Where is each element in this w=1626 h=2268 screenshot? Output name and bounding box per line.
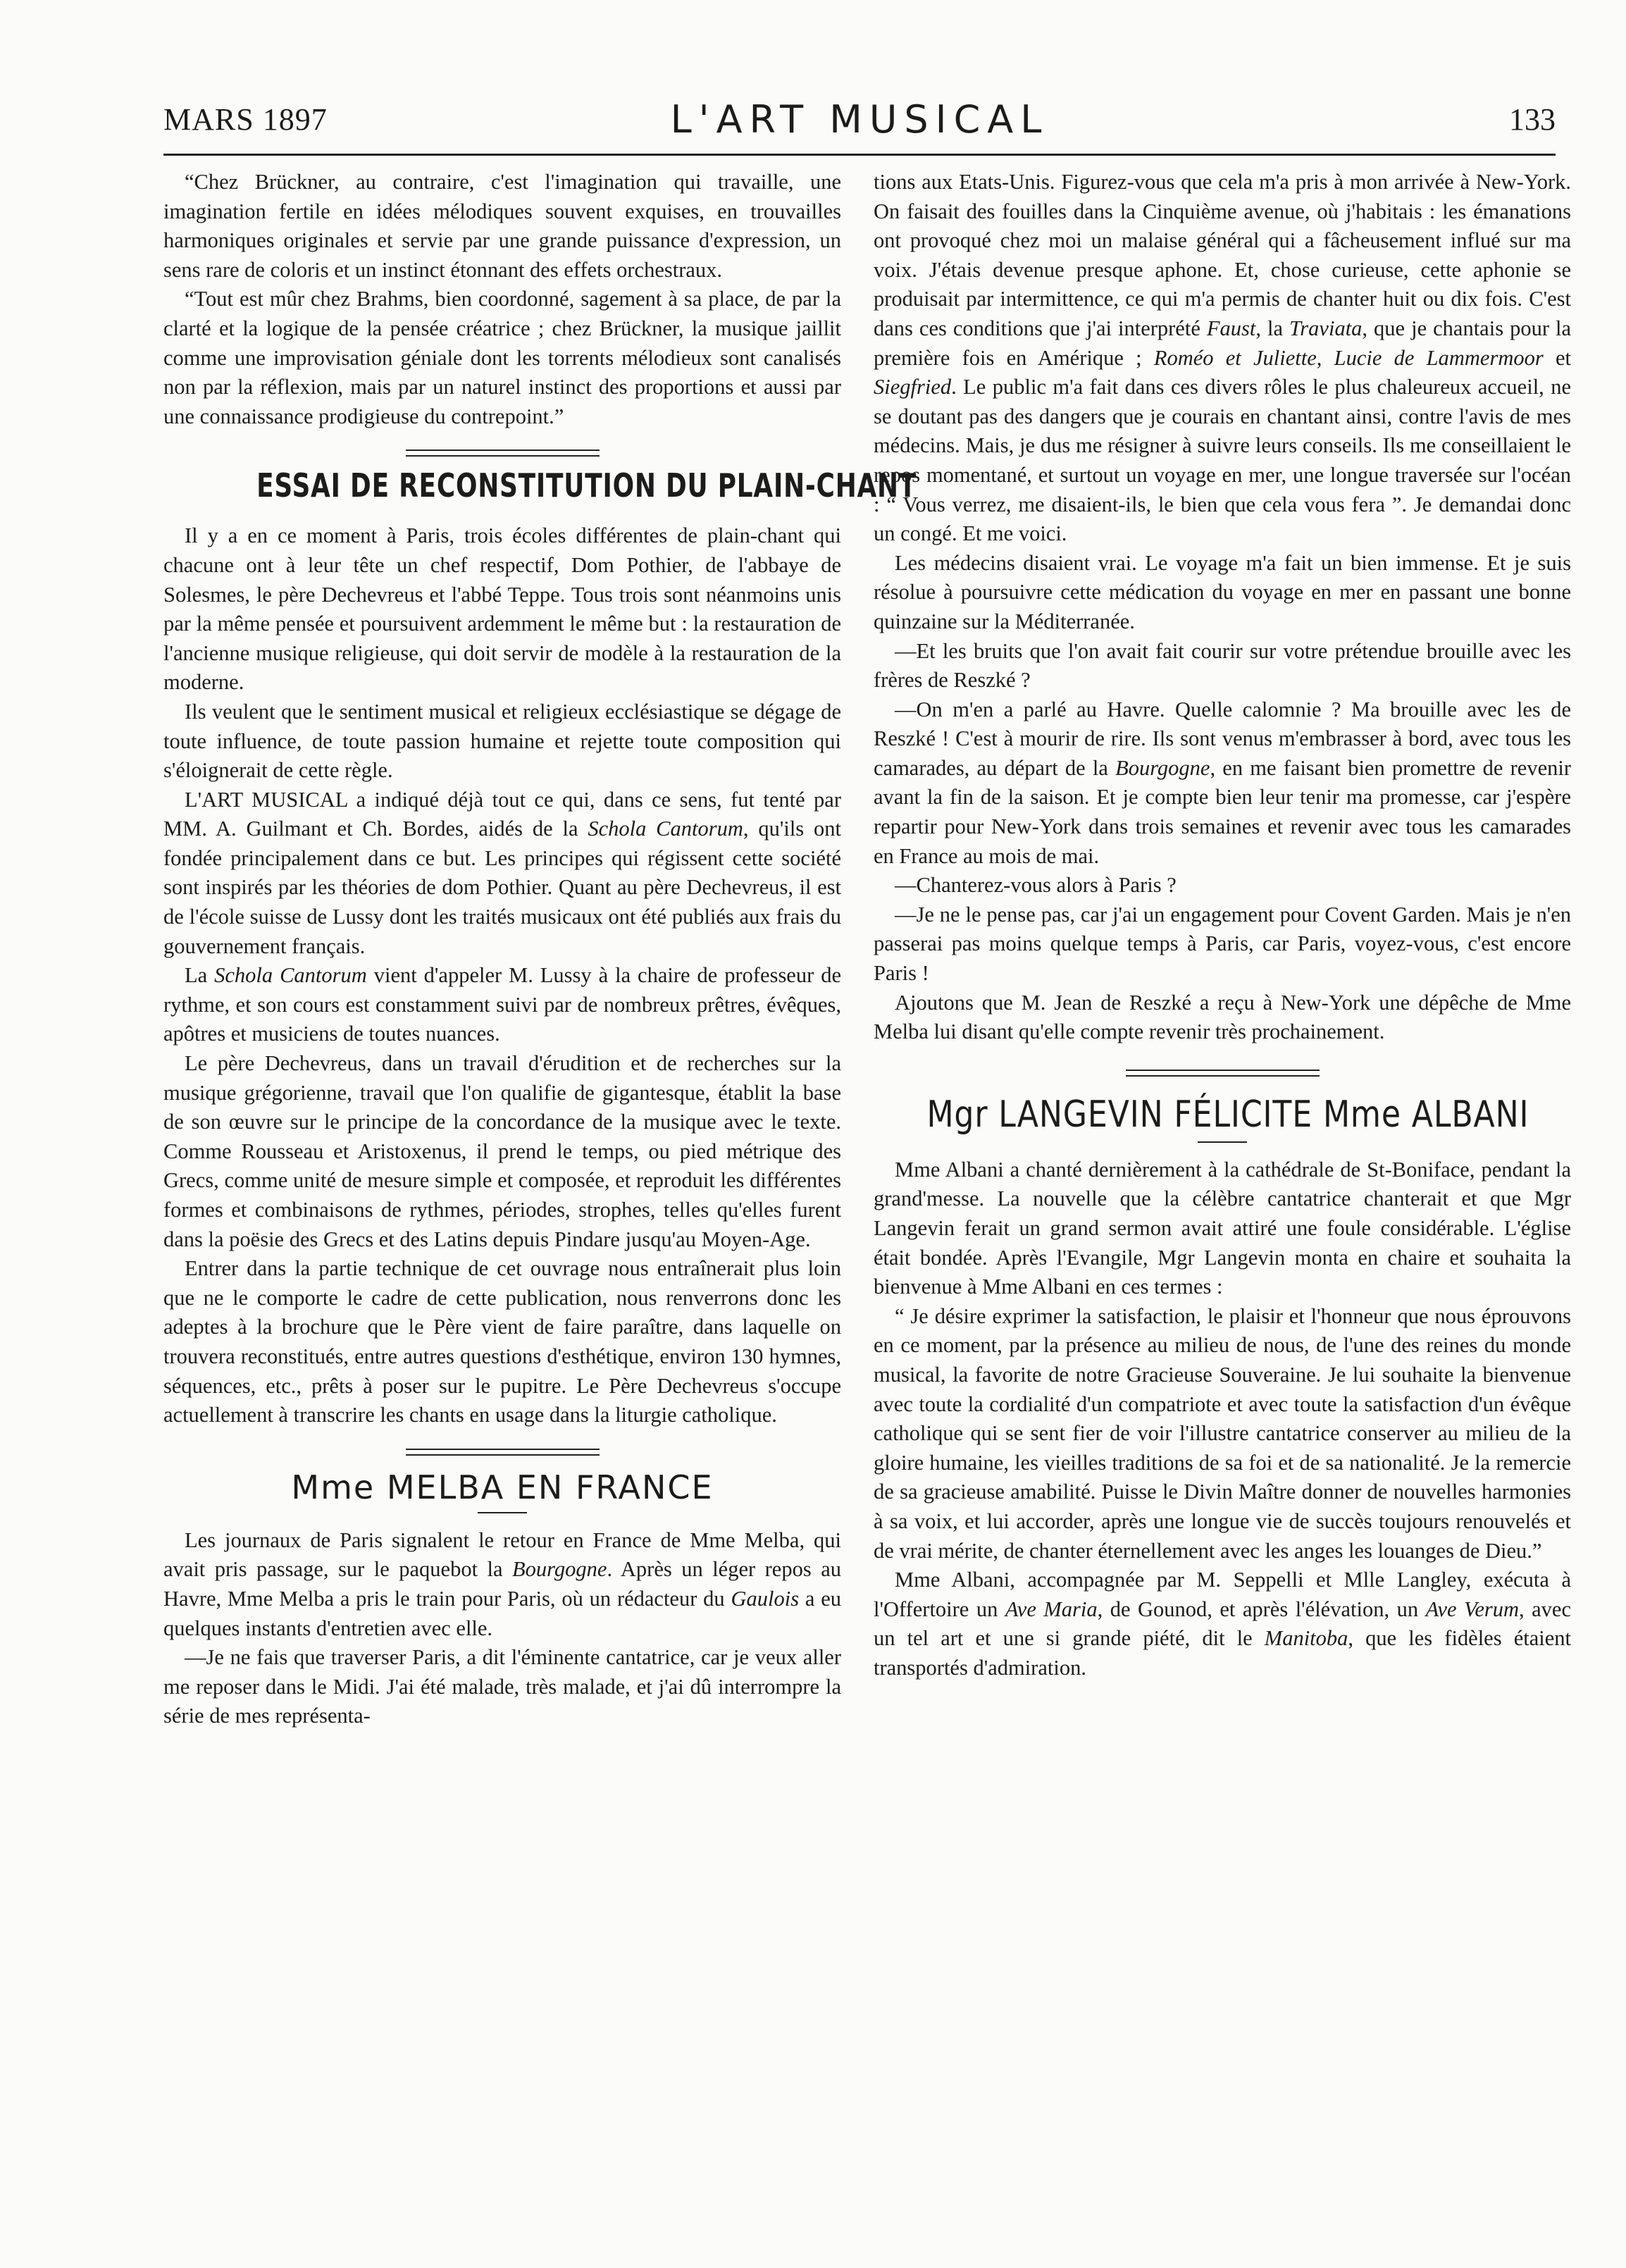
text-run: , que les fidèles étaient transportés d'admiration. (874, 1626, 1571, 1680)
melba-headline: Mme MELBA EN FRANCE (291, 1468, 714, 1506)
italic-title: Roméo et Juliette, Lucie de Lammermoor (1153, 345, 1544, 370)
section-separator (406, 1449, 600, 1456)
essai-paragraph: Il y a en ce moment à Paris, trois écoles différentes de plain-chant qui chacune ont à leur tête un chef respectif, Dom Pothier, de l'abbaye de Solesmes, le père Dechevreus et l'abbé Teppe. Tous trois sont néanmoins unis par la même pensée et poursuivent ardemment le même but : la restauration de l'ancienne musique religieuse, qui doit servir de modèle à la restauration de la moderne. (163, 523, 841, 695)
essai-headline: ESSAI DE RECONSTITUTION DU PLAIN-CHANT (256, 466, 917, 505)
italic-title: Bourgogne (512, 1557, 607, 1582)
headline-rule (478, 1512, 527, 1513)
italic-title: Gaulois (731, 1586, 800, 1611)
italic-title: Schola Cantorum (588, 817, 743, 841)
albani-headline: Mgr LANGEVIN FÉLICITE Mme ALBANI (926, 1093, 1529, 1136)
header-rule (163, 154, 1556, 156)
melba-paragraph: Les médecins disaient vrai. Le voyage m'a fait un bien immense. Et je suis résolue à poursuivre cette médication du voyage en mer en passant une bonne quinzaine sur la Méditerranée. (874, 550, 1571, 633)
text-run: Mme Albani, accompagnée par M. Seppelli et Mlle Langley, exécuta à l'Offertoire un (874, 1568, 1571, 1621)
melba-continued-paragraph (874, 168, 1571, 549)
headline-rule (1198, 1141, 1247, 1143)
italic-title: Bourgogne (1115, 755, 1210, 780)
albani-paragraph (874, 1566, 1571, 1683)
italic-title: Ave Maria (1005, 1597, 1098, 1621)
italic-title: Manitoba (1264, 1626, 1348, 1651)
melba-paragraph: —Je ne le pense pas, car j'ai un engagement pour Covent Garden. Mais je n'en passerai pas moins quelque temps à Paris, car Paris, voyez-vous, c'est encore Paris ! (874, 902, 1571, 986)
page-header (163, 97, 1556, 147)
text-run: . Le public m'a fait dans ces divers rôles le plus chaleureux accueil, ne se doutant pas des dangers que je courais en chantant ainsi, contre l'avis de mes médecins. Mais, je dus me résigner à suivre leurs conseils. Ils me conseillaient le repos momentané, et surtout un voyage en mer, une longue traversée sur l'océan : “ Vous verrez, me disaient-ils, le bien que cela vous fera ”. Je demandai donc un congé. Et me voici. (874, 375, 1571, 546)
text-run: et (1543, 345, 1571, 370)
melba-paragraph: —Et les bruits que l'on avait fait courir sur votre prétendue brouille avec les frères de Reszké ? (874, 638, 1571, 693)
essai-paragraph (163, 786, 841, 962)
right-column (874, 168, 1571, 1683)
melba-paragraph: —Je ne fais que traverser Paris, a dit l'éminente cantatrice, car je veux aller me reposer dans le Midi. J'ai été malade, très malade, et j'ai dû interrompre la série de mes représenta- (163, 1645, 841, 1728)
essai-paragraph: Entrer dans la partie technique de cet ouvrage nous entraînerait plus loin que ne le comporte le cadre de cette publication, nous renverrons donc les adeptes à la brochure que le Père vient de faire paraître, dans laquelle on trouvera reconstitués, entre autres questions d'esthétique, environ 130 hymnes, séquences, etc., prêts à poser sur le pupitre. Le Père Dechevreus s'occupe actuellement à transcrire les chants en usage dans la liturgie catholique. (163, 1256, 841, 1427)
text-run: —On m'en a parlé au Havre. Quelle calomnie ? Ma brouille avec les de Reszké ! C'est à mourir de rire. Ils sont venus m'embrasser à bord, avec tous les camarades, au départ de la (874, 697, 1571, 780)
albani-paragraph: “ Je désire exprimer la satisfaction, le plaisir et l'honneur que nous éprouvons en ce moment, par la présence au milieu de nous, de l'une des reines du monde musical, la favorite de notre Gracieuse Souveraine. Je lui souhaite la bienvenue avec toute la cordialité d'un compatriote et avec toute la satisfaction d'un évêque catholique qui se sent fier de voir l'illustre cantatrice conserver au milieu de la gloire humaine, les vieilles traditions de sa foi et de sa nationalité. Je la remercie de sa gracieuse amabilité. Puisse le Divin Maître donner de nouvelles harmonies à sa voix, et lui accorder, après une longue vie de succès toujours renouvelés et de vrai mérite, de chanter éternellement avec les anges les louanges de Dieu.” (874, 1303, 1571, 1563)
essai-paragraph (163, 961, 841, 1049)
text-run: vient d'appeler M. Lussy à la chaire de professeur de rythme, et son cours est constamment suivi par de nombreux prêtres, évêques, apôtres et musiciens de toutes nuances. (163, 963, 841, 1046)
section-separator (406, 450, 600, 457)
text-run: , que je chantais pour la première fois en Amérique ; (874, 316, 1572, 370)
text-run: a eu quelques instants d'entretien avec elle. (163, 1586, 842, 1640)
text-run: L'ART MUSICAL a indiqué déjà tout ce qui, dans ce sens, fut tenté par MM. A. Guilmant et Ch. Bordes, aidés de la (163, 787, 841, 841)
section-separator (1126, 1070, 1320, 1077)
italic-title: Faust (1206, 316, 1256, 340)
italic-title: Traviata (1289, 316, 1363, 340)
italic-title: Schola Cantorum (214, 963, 367, 988)
text-run: , la (1255, 316, 1290, 340)
masthead-title: L'ART MUSICAL (670, 97, 1049, 142)
intro-paragraph: “Chez Brückner, au contraire, c'est l'imagination qui travaille, une imagination fertile en idées mélodiques souvent exquises, en trouvailles harmoniques originales et servie par une grande puissance d'expression, un sens rare de coloris et un instinct étonnant des effets orchestraux. (163, 170, 841, 282)
text-run: , en me faisant bien promettre de revenir avant la fin de la saison. Et je compte bien leur tenir ma promesse, car j'espère repartir pour New-York dans trois semaines et revenir avec tous les camarades en France au mois de mai. (874, 755, 1571, 868)
italic-title: Siegfried (874, 375, 952, 399)
text-run: tions aux Etats-Unis. Figurez-vous que cela m'a pris à mon arrivée à New-York. On faisait des fouilles dans la Cinquième avenue, où j'habitais : les émanations ont provoqué chez moi un malaise général qui a fâcheusement influé sur ma voix. J'étais devenue presque aphone. Et, chose curieuse, cette aphonie se produisait par intermittence, ce qui m'a permis de chanter huit ou dix fois. C'est dans ces conditions que j'ai interprété (874, 170, 1571, 340)
issue-date: MARS 1897 (163, 102, 328, 137)
page-number: 133 (1509, 102, 1556, 137)
essai-headline-wrap (163, 466, 917, 505)
essai-paragraph: Ils veulent que le sentiment musical et religieux ecclésiastique se dégage de toute influence, de toute passion humaine et rejette toute composition qui s'éloignerait de cette règle. (163, 699, 841, 783)
text-run: , qu'ils ont fondée principalement dans ce but. Les principes qui régissent cette société sont inspirés par les théories de dom Pothier. Quant au père Dechevreus, il est de l'école suisse de Lussy dont les traités musicaux ont été publiés aux frais du gouvernement français. (163, 817, 841, 958)
albani-paragraph: Mme Albani a chanté dernièrement à la cathédrale de St-Boniface, pendant la grand'messe. La nouvelle que la célèbre cantatrice chanterait et que Mgr Langevin ferait un grand sermon avait attiré une foule considérable. L'église était bondée. Après l'Evangile, Mgr Langevin monta en chaire et souhaita la bienvenue à Mme Albani en ces termes : (874, 1157, 1571, 1299)
albani-headline-wrap (874, 1093, 1571, 1136)
melba-headline-wrap (163, 1468, 841, 1506)
text-run: , avec un tel art et une si grande piété, dit le (874, 1597, 1571, 1651)
italic-title: Ave Verum (1425, 1597, 1520, 1621)
text-run: , de Gounod, et après l'élévation, un (1097, 1597, 1426, 1621)
essai-paragraph: Le père Dechevreus, dans un travail d'érudition et de recherches sur la musique grégorienne, travail que l'on qualifie de gigantesque, établit la base de son œuvre sur le principe de la concordance de la musique avec le texte. Comme Rousseau et Aristoxenus, il prend le temps, ou pied métrique des Grecs, comme unité de mesure simple et composée, et reproduit les différentes formes et combinaisons de rythmes, périodes, strophes, telles qu'elles furent dans la poësie des Grecs et des Latins depuis Pindare jusqu'au Moyen-Age. (163, 1051, 841, 1251)
melba-paragraph (163, 1526, 841, 1643)
intro-paragraph: “Tout est mûr chez Brahms, bien coordonné, sagement à sa place, de par la clarté et la logique de la pensée créatrice ; chez Brückner, la musique jaillit comme une improvisation géniale dont les torrents mélodieux sont canalisés non par la réflexion, mais par un naturel instinct des proportions et aussi par une connaissance prodigieuse du contrepoint.” (163, 287, 841, 428)
melba-paragraph: Ajoutons que M. Jean de Reszké a reçu à New-York une dépêche de Mme Melba lui disant qu'elle compte revenir très prochainement. (874, 990, 1571, 1044)
text-run: Les journaux de Paris signalent le retour en France de Mme Melba, qui avait pris passage, sur le paquebot la (163, 1528, 841, 1582)
text-run: La (185, 963, 215, 988)
text-run: . Après un léger repos au Havre, Mme Melba a pris le train pour Paris, où un rédacteur du (163, 1557, 841, 1611)
melba-paragraph: —Chanterez-vous alors à Paris ? (895, 873, 1177, 898)
melba-paragraph (874, 695, 1571, 872)
